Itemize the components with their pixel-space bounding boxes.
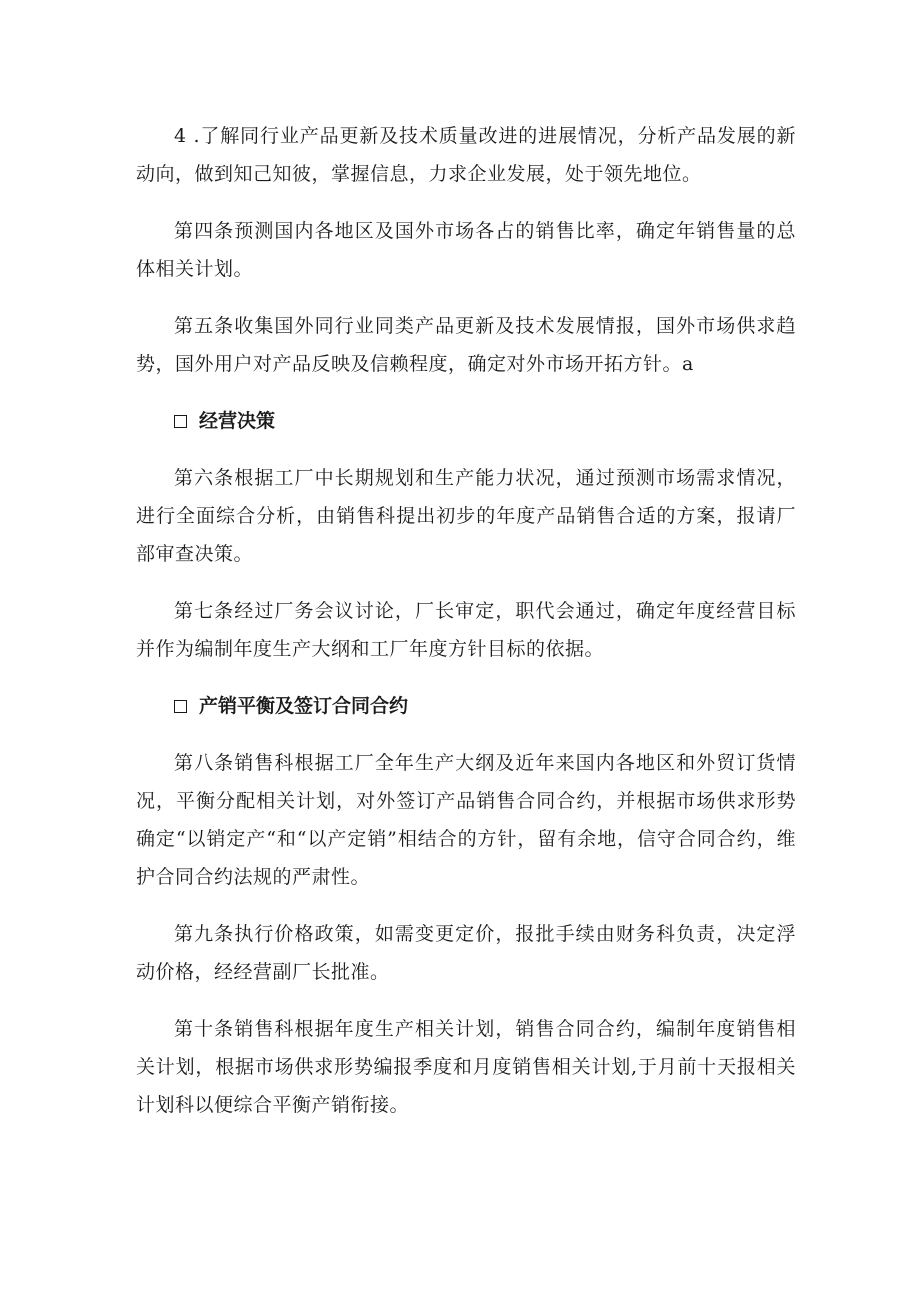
paragraph-article-7: 第七条经过厂务会议讨论，厂长审定，职代会通过，确定年度经营目标并作为编制年度生产大纲和工厂年度方针目标的依据。: [136, 600, 796, 660]
paragraph-article-10: 第十条销售科根据年度生产相关计划，销售合同合约，编制年度销售相关计划，根据市场供求形势编报季度和月度销售相关计划,于月前十天报相关计划科以便综合平衡产销衔接。: [136, 1018, 796, 1116]
paragraph-article-6: 第六条根据工厂中长期规划和生产能力状况，通过预测市场需求情况，进行全面综合分析，由销售科提出初步的年度产品销售合适的方案，报请厂部审查决策。: [136, 467, 796, 565]
document-body: [136, 117, 796, 1143]
checkbox-icon: [174, 700, 187, 713]
section-heading-text: 产销平衡及签订合同合约: [199, 695, 409, 717]
section-heading-business-decision: [136, 402, 796, 440]
section-heading-text: 经营决策: [199, 410, 276, 432]
paragraph-article-8: 第八条销售科根据工厂全年生产大纲及近年来国内各地区和外贸订货情况，平衡分配相关计划，对外签订产品销售合同合约，并根据市场供求形势确定“以销定产“和“以产定销”相结合的方针，留有余地，信守合同合约，维护合同合约法规的严肃性。: [136, 752, 796, 888]
paragraph-item-4: 4 .了解同行业产品更新及技术质量改进的进展情况，分析产品发展的新动向，做到知己知彼，掌握信息，力求企业发展，处于领先地位。: [136, 125, 796, 185]
paragraph-article-9: 第九条执行价格政策，如需变更定价，报批手续由财务科负责，决定浮动价格，经经营副厂长批准。: [136, 923, 796, 983]
checkbox-icon: [174, 415, 187, 428]
section-heading-production-sales-balance: [136, 687, 796, 725]
paragraph-article-5: 第五条收集国外同行业同类产品更新及技术发展情报，国外市场供求趋势，国外用户对产品反映及信赖程度，确定对外市场开拓方针。a: [136, 315, 796, 375]
paragraph-article-4: 第四条预测国内各地区及国外市场各占的销售比率，确定年销售量的总体相关计划。: [136, 220, 796, 280]
